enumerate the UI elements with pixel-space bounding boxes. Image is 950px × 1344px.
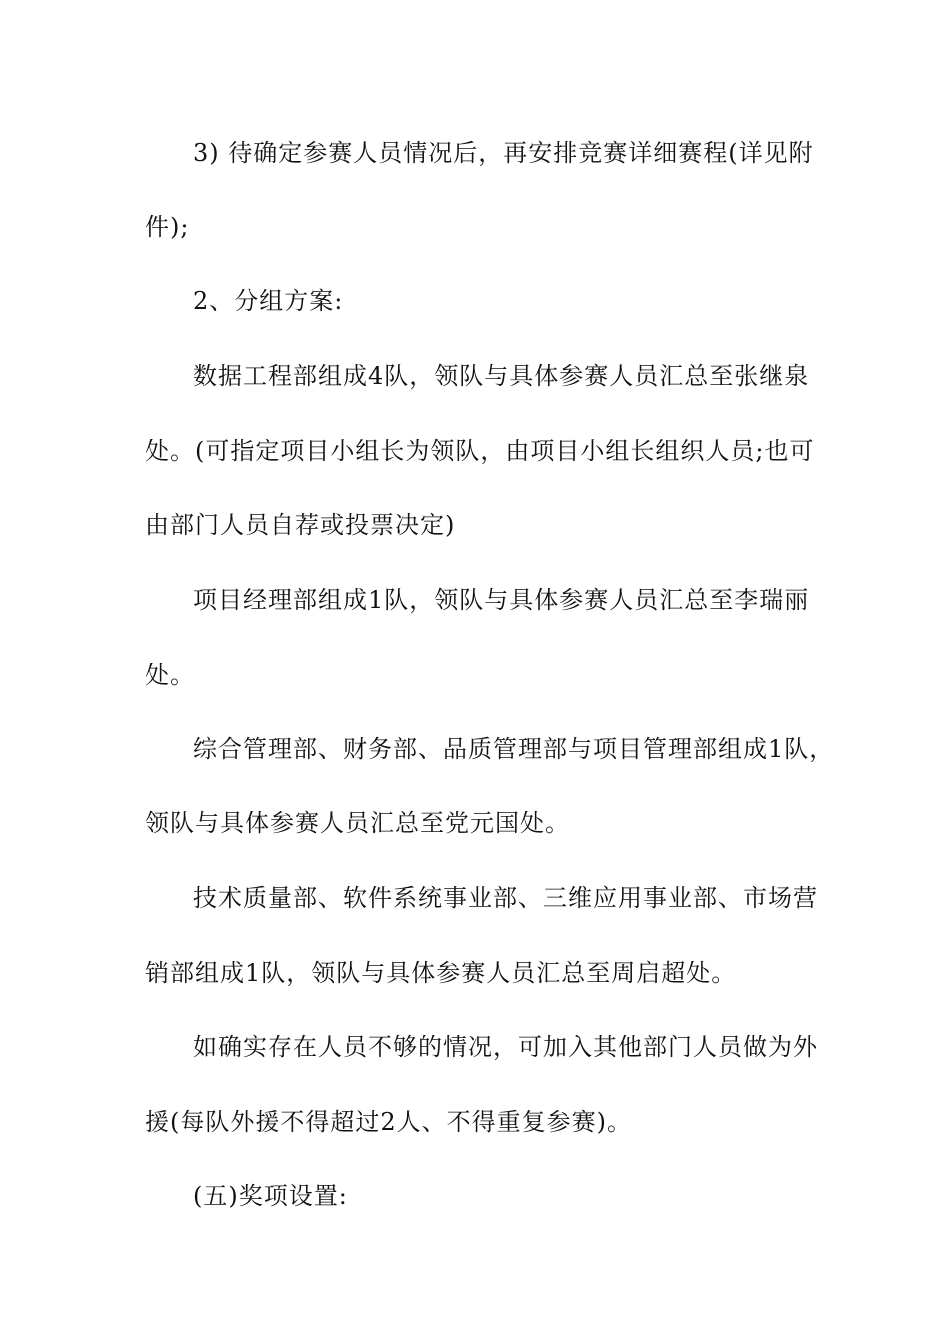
- text-line: 数据工程部组成4队，领队与具体参赛人员汇总至张继泉: [193, 362, 810, 390]
- text-line: 项目经理部组成1队，领队与具体参赛人员汇总至李瑞丽: [193, 586, 810, 614]
- text-line: 件);: [145, 213, 190, 241]
- text-line: 技术质量部、软件系统事业部、三维应用事业部、市场营: [193, 884, 818, 912]
- text-line: 处。: [145, 661, 195, 689]
- section-heading: (五)奖项设置:: [193, 1182, 348, 1210]
- text-line: 综合管理部、财务部、品质管理部与项目管理部组成1队，: [193, 735, 835, 763]
- text-line: 领队与具体参赛人员汇总至党元国处。: [145, 809, 570, 837]
- section-heading: 2、分组方案:: [193, 287, 344, 315]
- text-line: 由部门人员自荐或投票决定): [145, 511, 456, 539]
- text-line: 处。(可指定项目小组长为领队，由项目小组长组织人员;也可: [145, 437, 815, 465]
- text-line: 销部组成1队，领队与具体参赛人员汇总至周启超处。: [145, 959, 737, 987]
- text-line: 援(每队外援不得超过2人、不得重复参赛)。: [145, 1108, 632, 1136]
- text-line: 如确实存在人员不够的情况，可加入其他部门人员做为外: [193, 1033, 818, 1061]
- text-line: 3) 待确定参赛人员情况后，再安排竞赛详细赛程(详见附: [193, 139, 814, 167]
